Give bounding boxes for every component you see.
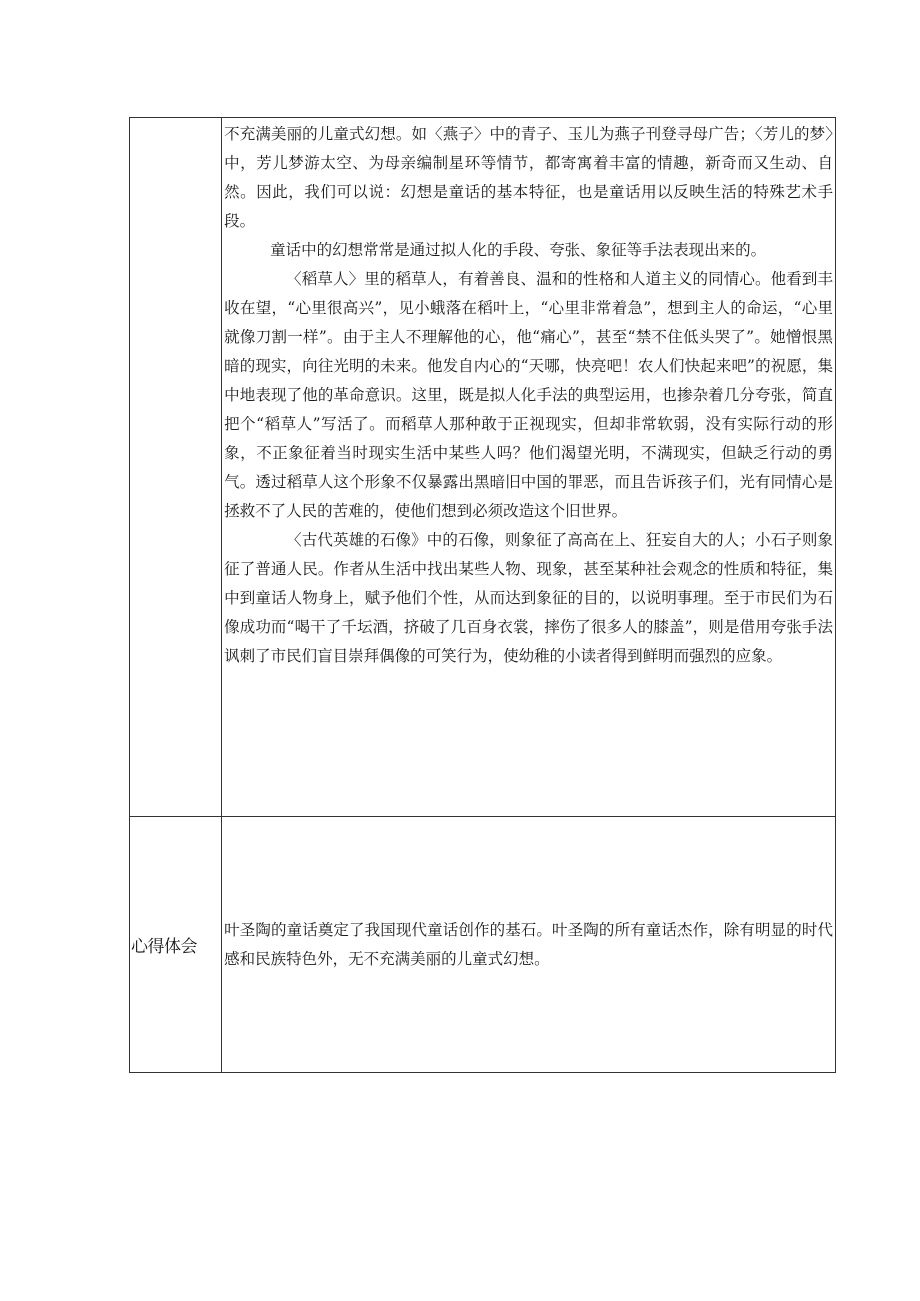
paragraph-scarecrow: 〈稻草人〉里的稻草人，有着善良、温和的性格和人道主义的同情心。他看到丰收在望，“心里很高兴”，见小蛾落在稻叶上，“心里非常着急”，想到主人的命运，“心里就像刀割一样”。由于主人不理解他的心，他“痛心”，甚至“禁不住低头哭了”。她憎恨黑暗的现实，向往光明的未来。他发自内心的“天哪，快亮吧！农人们快起来吧”的祝愿，集中地表现了他的革命意识。这里，既是拟人化手法的典型运用，也掺杂着几分夸张，简直把个“稻草人”写活了。而稻草人那种敢于正视现实，但却非常软弱，没有实际行动的形象，不正象征着当时现实生活中某些人吗？他们渴望光明，不满现实，但缺乏行动的勇气。透过稻草人这个形象不仅暴露出黑暗旧中国的罪恶，而且告诉孩子们，光有同情心是拯救不了人民的苦难的，使他们想到必须改造这个旧世界。	[224, 270, 833, 520]
paragraph-techniques: 童话中的幻想常常是通过拟人化的手段、夸张、象征等手法表现出来的。	[270, 241, 767, 259]
content-label-cell	[130, 118, 222, 817]
reflection-label-cell	[130, 817, 222, 1073]
reflection-text: 叶圣陶的童话奠定了我国现代童话创作的基石。叶圣陶的所有童话杰作，除有明显的时代感和民族特色外，无不充满美丽的儿童式幻想。	[224, 920, 833, 968]
reflection-label: 心得体会	[131, 937, 197, 957]
content-cell	[222, 118, 836, 817]
paragraph-intro: 不充满美丽的儿童式幻想。如〈燕子〉中的青子、玉儿为燕子刊登寻母广告；〈芳儿的梦〉中，芳儿梦游太空、为母亲编制星环等情节，都寄寓着丰富的情趣，新奇而又生动、自然。因此，我们可以说：幻想是童话的基本特征，也是童话用以反映生活的特殊艺术手段。	[224, 125, 833, 230]
reflection-cell	[222, 817, 836, 1073]
document-table	[129, 117, 836, 1073]
paragraph-stone-statue: 〈古代英雄的石像》中的石像，则象征了高高在上、狂妄自大的人；小石子则象征了普通人民。作者从生活中找出某些人物、现象，甚至某种社会观念的性质和特征，集中到童话人物身上，赋予他们个性，从而达到象征的目的，以说明事理。至于市民们为石像成功而“喝干了千坛酒，挤破了几百身衣裳，摔伤了很多人的膝盖”，则是借用夸张手法讽刺了市民们盲目崇拜偶像的可笑行为，使幼稚的小读者得到鲜明而强烈的应象。	[224, 531, 833, 665]
content-row	[130, 118, 836, 817]
reflection-row	[130, 817, 836, 1073]
